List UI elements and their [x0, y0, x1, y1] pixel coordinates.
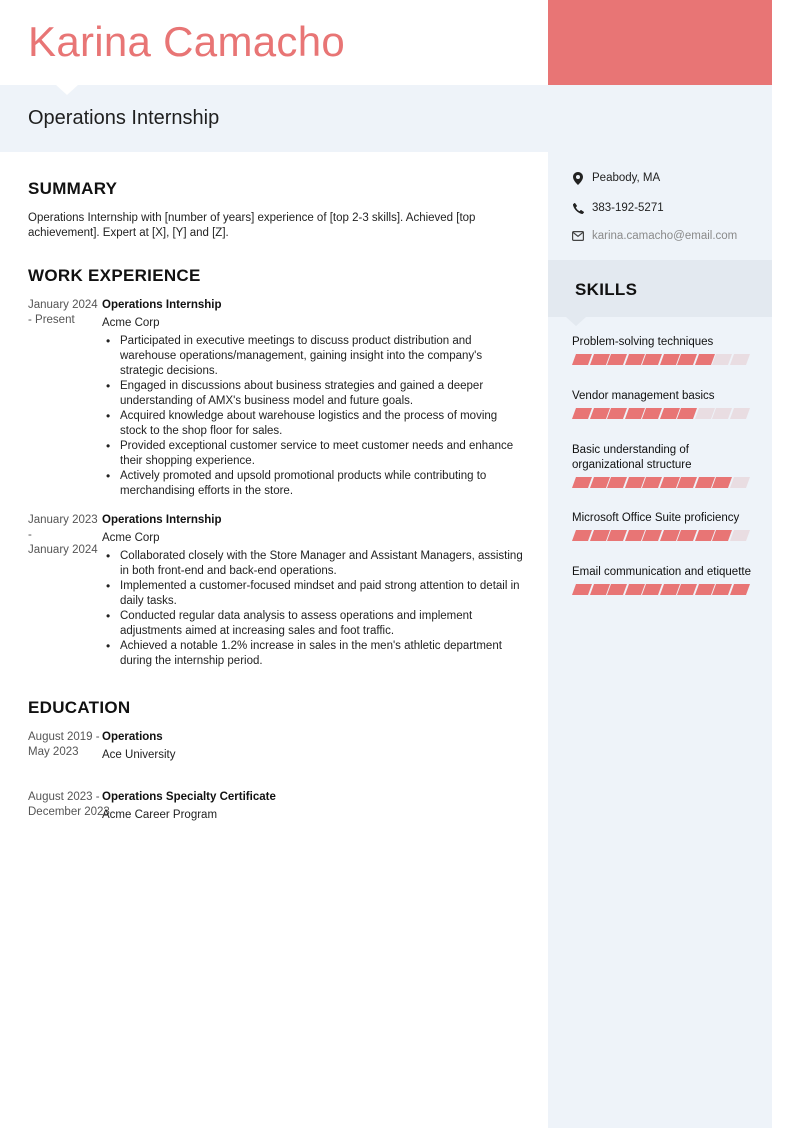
envelope-icon	[572, 229, 584, 243]
date-end: January 2024	[28, 544, 98, 556]
bullet-item: • Engaged in discussions about business strategies and gained a deeper understanding of AMX's business model and future goals.	[102, 379, 526, 409]
skill-segment-filled	[677, 584, 697, 595]
work-entry-company: Acme Corp	[102, 532, 160, 544]
phone-text: 383-192-5271	[592, 202, 664, 214]
contact-location	[572, 170, 762, 186]
date-start: August 2023 -	[28, 791, 100, 803]
skill-segment-filled	[607, 584, 627, 595]
skill-level-bar	[572, 477, 752, 488]
date-end: December 2023	[28, 806, 110, 818]
date-end: - Present	[28, 314, 75, 326]
date-end: May 2023	[28, 746, 79, 758]
skill-name: Basic understanding of organizational structure	[572, 444, 692, 471]
bullet-item: • Collaborated closely with the Store Manager and Assistant Managers, assisting in both front-end and back-end operations.	[102, 549, 526, 579]
education-degree: Operations	[102, 731, 163, 743]
date-start: January 2023	[28, 514, 98, 526]
skill-segment-filled	[607, 477, 627, 488]
education-degree: Operations Specialty Certificate	[102, 791, 276, 803]
summary-heading: SUMMARY	[28, 179, 118, 198]
bullet-item: • Acquired knowledge about warehouse logistics and the process of moving stock to the shop floor for sales.	[102, 409, 526, 439]
work-entry-bullets	[102, 334, 526, 499]
skill-segment-filled	[572, 477, 592, 488]
skill-name: Vendor management basics	[572, 390, 715, 402]
date-separator: -	[28, 529, 32, 541]
skill-segment-filled	[729, 584, 749, 595]
skill-item	[572, 565, 757, 595]
bullet-item: • Participated in executive meetings to discuss product distribution and warehouse operations/management, gaining insight into the company's strategic decisions.	[102, 334, 526, 379]
skill-segment-filled	[642, 584, 662, 595]
map-pin-icon	[572, 171, 584, 185]
skill-segment-filled	[677, 408, 697, 419]
skill-segment-filled	[677, 530, 697, 541]
bullet-item: • Provided exceptional customer service to meet customer needs and enhance their shopping experience.	[102, 439, 526, 469]
skill-level-bar	[572, 530, 752, 541]
summary-text: Operations Internship with [number of years] experience of [top 2-3 skills]. Achieved [top achievement]. Expert at [X], [Y] and [Z].	[28, 212, 476, 239]
education-school: Ace University	[102, 749, 176, 761]
candidate-name: Karina Camacho	[28, 18, 346, 65]
skill-segment-empty	[712, 354, 732, 365]
title-band-notch	[56, 85, 78, 95]
skill-segment-filled	[572, 408, 592, 419]
skill-segment-filled	[607, 530, 627, 541]
skill-segment-filled	[607, 354, 627, 365]
skill-level-bar	[572, 584, 752, 595]
work-entry-content	[102, 298, 526, 499]
skill-segment-filled	[572, 530, 592, 541]
email-link[interactable]: karina.camacho@email.com	[592, 230, 738, 242]
sidebar-accent-block	[548, 0, 772, 85]
skill-segment-filled	[572, 354, 592, 365]
bullet-item: • Implemented a customer-focused mindset and paid strong attention to detail in daily tasks.	[102, 579, 526, 609]
work-entry-content	[102, 513, 526, 669]
skills-band-notch	[566, 317, 586, 326]
bullet-item: • Achieved a notable 1.2% increase in sales in the men's athletic department during the internship period.	[102, 639, 526, 669]
skill-segment-filled	[572, 584, 592, 595]
education-entry-dates	[28, 790, 108, 820]
work-entry-role: Operations Internship	[102, 299, 222, 311]
skill-segment-filled	[677, 477, 697, 488]
skill-level-bar	[572, 408, 752, 419]
date-start: January 2024	[28, 299, 98, 311]
location-text: Peabody, MA	[592, 172, 661, 184]
skill-name: Problem-solving techniques	[572, 336, 714, 348]
work-experience-heading: WORK EXPERIENCE	[28, 266, 201, 285]
education-entry-content	[102, 730, 526, 763]
education-school: Acme Career Program	[102, 809, 218, 821]
date-start: August 2019 -	[28, 731, 100, 743]
skills-heading: SKILLS	[575, 280, 638, 299]
skill-segment-filled	[642, 530, 662, 541]
skill-segment-filled	[712, 584, 732, 595]
education-entry-content	[102, 790, 526, 823]
phone-icon	[572, 201, 584, 215]
skill-segment-filled	[712, 530, 732, 541]
work-entry-company: Acme Corp	[102, 317, 160, 329]
skill-segment-filled	[607, 408, 627, 419]
skill-segment-empty	[729, 477, 749, 488]
contact-phone	[572, 200, 762, 216]
work-entry-bullets	[102, 549, 526, 669]
skill-segment-filled	[642, 354, 662, 365]
education-heading: EDUCATION	[28, 698, 131, 717]
work-entry-dates	[28, 298, 98, 328]
education-entry-dates	[28, 730, 104, 760]
skill-segment-empty	[729, 354, 749, 365]
contact-email[interactable]	[572, 228, 762, 244]
skill-name: Microsoft Office Suite proficiency	[572, 512, 740, 524]
skill-segment-filled	[677, 354, 697, 365]
skill-level-bar	[572, 354, 752, 365]
skill-item	[572, 511, 757, 541]
work-entry-dates	[28, 513, 98, 558]
skill-item	[572, 335, 757, 365]
bullet-item: • Actively promoted and upsold promotional products while contributing to merchandising efforts in the store.	[102, 469, 526, 499]
skill-segment-empty	[729, 408, 749, 419]
skill-segment-empty	[712, 408, 732, 419]
skill-segment-filled	[642, 408, 662, 419]
skill-segment-empty	[729, 530, 749, 541]
skill-name: Email communication and etiquette	[572, 566, 751, 578]
skill-item	[572, 443, 712, 488]
skill-item	[572, 389, 757, 419]
skill-segment-filled	[642, 477, 662, 488]
bullet-item: • Conducted regular data analysis to assess operations and implement adjustments aimed at increasing sales and foot traffic.	[102, 609, 526, 639]
work-entry-role: Operations Internship	[102, 514, 222, 526]
job-title: Operations Internship	[28, 107, 220, 129]
skill-segment-filled	[712, 477, 732, 488]
